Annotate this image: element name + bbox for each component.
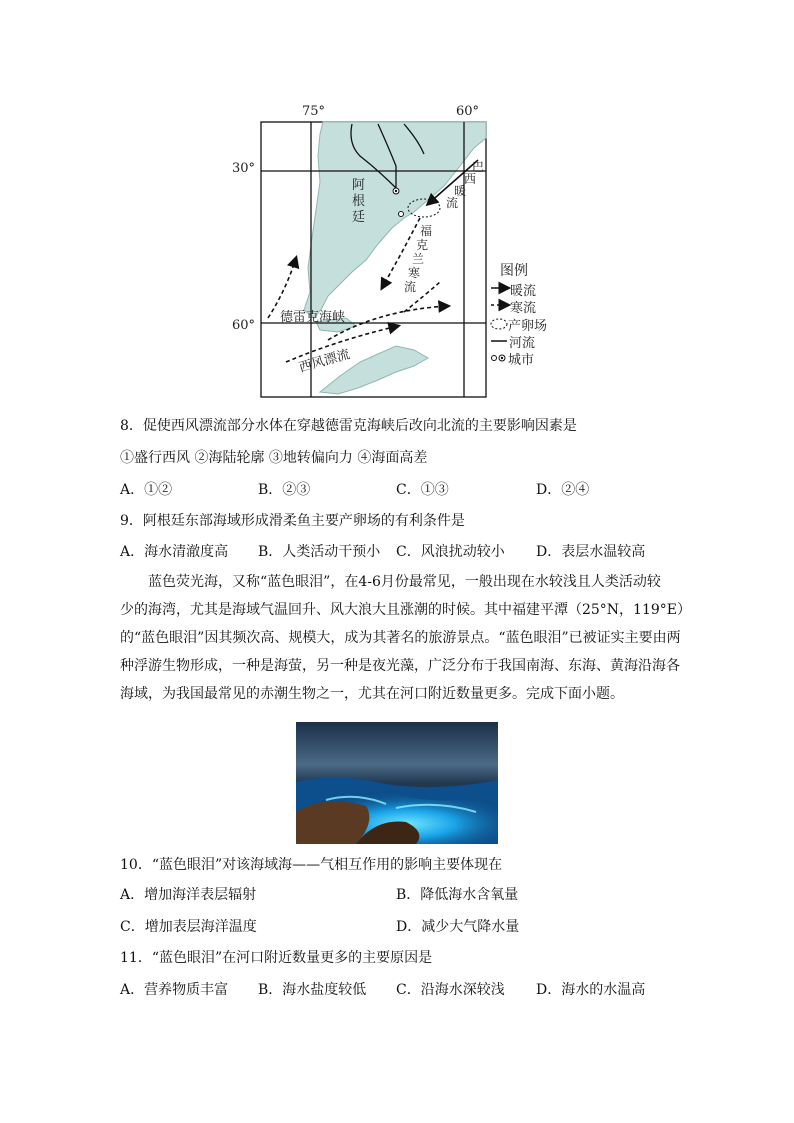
lat-label-60: 60° — [232, 318, 256, 333]
q9-option-c: C．风浪扰动较小 — [396, 544, 505, 560]
label-cold-2: 克 — [416, 238, 429, 252]
legend-river: 河流 — [509, 336, 536, 351]
legend-spawn-symbol — [491, 319, 507, 329]
question-8-stem: 8．促使西风漂流部分水体在穿越德雷克海峡后改向北流的主要影响因素是 — [120, 418, 577, 434]
label-warm-4: 流 — [446, 196, 459, 210]
q8-option-c: C．①③ — [396, 482, 449, 498]
legend-city: 城市 — [508, 353, 535, 368]
label-cold-4: 寒 — [408, 266, 421, 280]
passage-line-1: 蓝色荧光海，又称“蓝色眼泪”，在4-6月份最常见，一般出现在水较浅且人类活动较 — [148, 574, 661, 590]
q8-option-d: D．②④ — [536, 482, 590, 498]
q11-option-d: D．海水的水温高 — [536, 982, 646, 998]
question-9-stem: 9．阿根廷东部海域形成滑柔鱼主要产卵场的有利条件是 — [120, 513, 465, 529]
south-america-ocean-current-map — [228, 100, 568, 400]
q11-option-b: B．海水盐度较低 — [258, 982, 367, 998]
label-cold-5: 流 — [404, 280, 417, 294]
legend-cold: 寒流 — [510, 301, 537, 316]
q8-option-b: B．②③ — [258, 482, 311, 498]
q11-option-a: A．营养物质丰富 — [120, 982, 229, 998]
q10-option-c: C．增加表层海洋温度 — [120, 919, 257, 935]
label-cold-1: 福 — [420, 224, 433, 238]
label-drake-passage: 德雷克海峡 — [280, 310, 346, 325]
q8-option-a: A．①② — [120, 482, 173, 498]
lon-label-60: 60° — [456, 104, 480, 119]
q9-option-b: B．人类活动干预小 — [258, 544, 381, 560]
label-argentina-3: 廷 — [352, 210, 366, 225]
legend-city-symbol — [492, 356, 497, 361]
q9-option-d: D．表层水温较高 — [536, 544, 646, 560]
lat-label-30: 30° — [232, 161, 256, 176]
passage-line-3: 的“蓝色眼泪”因其频次高、规模大，成为其著名的旅游景点。“蓝色眼泪”已被证实主要由两 — [120, 630, 681, 646]
label-west-wind-drift: 西风漂流 — [297, 347, 352, 376]
label-warm-2: 西 — [464, 172, 477, 186]
q11-option-c: C．沿海水深较浅 — [396, 982, 505, 998]
label-cold-3: 兰 — [412, 252, 425, 266]
legend-title: 图例 — [500, 263, 528, 279]
q10-option-b: B．降低海水含氧量 — [396, 887, 519, 903]
legend-spawn: 产卵场 — [508, 319, 548, 334]
label-argentina-1: 阿 — [352, 178, 366, 193]
label-warm-3: 暖 — [454, 184, 467, 198]
q10-option-d: D．减少大气降水量 — [396, 919, 520, 935]
q9-option-a: A．海水清澈度高 — [120, 544, 229, 560]
blue-tears-photo — [296, 722, 498, 844]
label-argentina-2: 根 — [352, 194, 366, 209]
city-marker — [399, 212, 404, 217]
passage-line-5: 海域，为我国最常见的赤潮生物之一，尤其在河口附近数量更多。完成下面小题。 — [120, 686, 624, 702]
legend-warm: 暖流 — [510, 284, 537, 299]
question-8-factors: ①盛行西风 ②海陆轮廓 ③地转偏向力 ④海面高差 — [120, 450, 428, 466]
lon-label-75: 75° — [302, 104, 326, 119]
reading-passage — [120, 568, 692, 708]
passage-line-4: 种浮游生物形成，一种是海萤，另一种是夜光藻，广泛分布于我国南海、东海、黄海沿海各 — [120, 658, 680, 674]
question-11-stem: 11．“蓝色眼泪”在河口附近数量更多的主要原因是 — [120, 950, 433, 966]
question-10-stem: 10．“蓝色眼泪”对该海域海——气相互作用的影响主要体现在 — [120, 857, 503, 873]
label-warm-1: 巴 — [472, 160, 485, 174]
passage-line-2: 少的海湾，尤其是海域气温回升、风大浪大且涨潮的时候。其中福建平潭（25°N，119°E） — [120, 602, 692, 618]
q10-option-a: A．增加海洋表层辐射 — [120, 887, 257, 903]
